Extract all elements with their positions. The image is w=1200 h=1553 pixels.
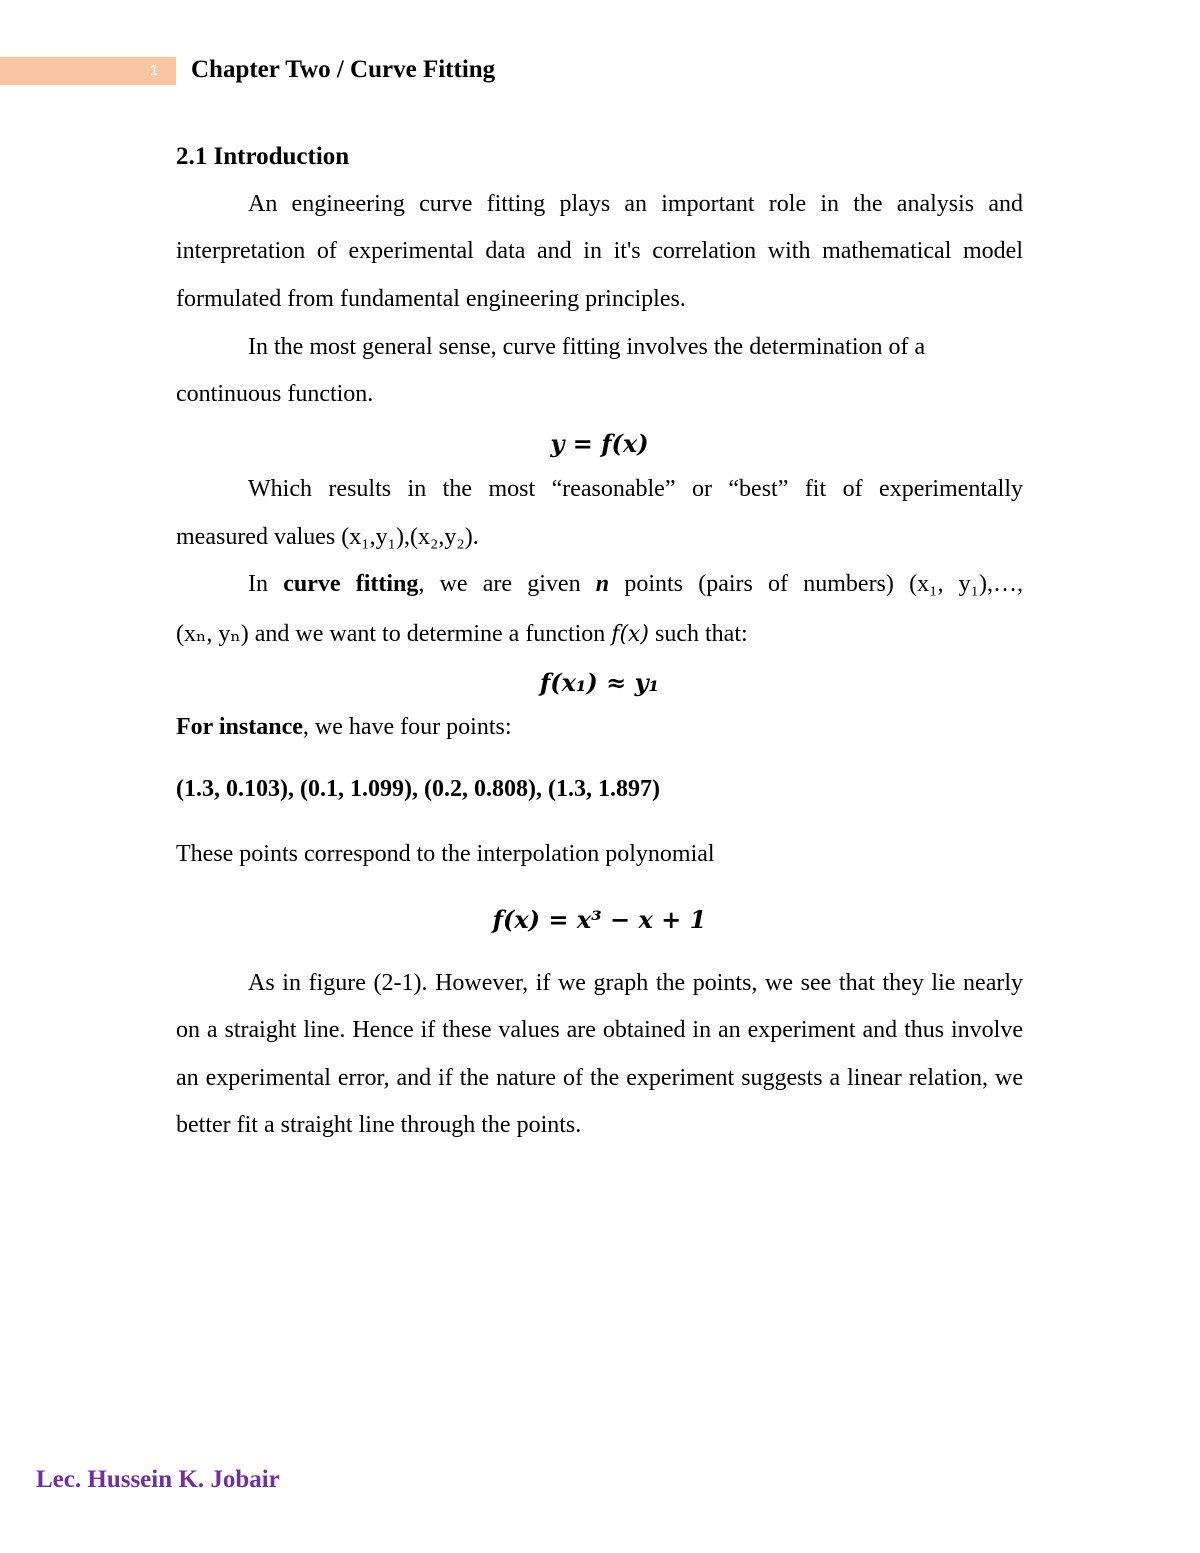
p4-n-symbol: n [595,571,610,597]
footer-author: Lec. Hussein K. Jobair [36,1466,280,1493]
p5-rest: , we have four points: [302,714,512,740]
data-points-list: (1.3, 0.103), (0.1, 1.099), (0.2, 0.808), (1.3, 1.897) [176,776,660,802]
paragraph-curve-fitting-line2 [176,619,748,648]
paragraph-straight-line: As in figure (2-1). However, if we graph the points, we see that they lie nearly on a straight line. Hence if these values are obtained in an experiment and thus involve an experimental error, and if the nature of the experiment suggests a linear relation, we better fit a straight line through the points. [176,970,1023,1138]
p4-line2-b: such that: [655,621,748,647]
p4-rest: points (pairs of numbers) (x₁, y₁),…, [624,571,1024,597]
p5-bold: For instance [176,714,303,740]
paragraph-best-fit-line2: measured values (x₁,y₁),(x₂,y₂). [176,524,479,550]
paragraph-general-sense: In the most general sense, curve fitting involves the determination of a continuous function. [176,334,926,408]
chapter-title: Chapter Two / Curve Fitting [191,56,496,83]
equation-approximation: f(x₁) ≈ y₁ [539,668,660,697]
paragraph-intro: An engineering curve fitting plays an important role in the analysis and interpretation of experimental data and in it's correlation with mathematical model formulated from fundamental engineering principles. [176,191,1023,312]
p4-fx-symbol: f(x) [611,622,650,647]
p4-mid: , we are given [418,571,581,597]
equation-polynomial: f(x) = x³ − x + 1 [492,905,707,934]
paragraph-best-fit-line1: Which results in the most “reasonable” or “best” fit of experimentally [248,476,1023,502]
paragraph-curve-fitting-line1 [176,571,1023,598]
page-number: 1 [150,62,159,79]
p4-line2-a: (xₙ, yₙ) and we want to determine a function [176,621,606,647]
p4-bold-term: curve fitting [283,571,419,597]
paragraph-interpolation: These points correspond to the interpolation polynomial [176,841,715,867]
section-heading: 2.1 Introduction [176,143,350,170]
paragraph-for-instance [176,714,512,741]
p4-lead: In [248,571,268,597]
equation-y-equals-fx: y = f(x) [550,429,649,458]
